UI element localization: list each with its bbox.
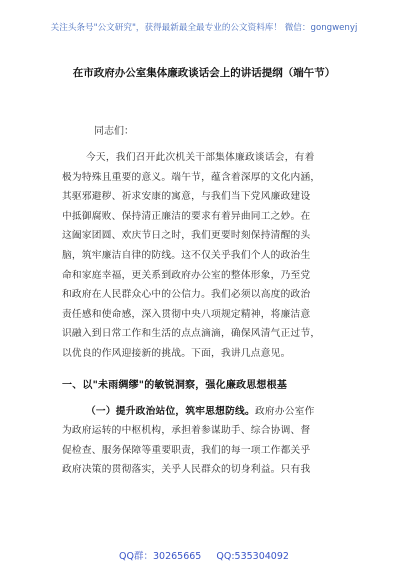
paragraph-line: 以优良的作风迎接新的挑战。下面，我讲几点意见。 xyxy=(62,347,291,359)
salutation: 同志们： xyxy=(94,126,134,137)
paragraph-line: 识融入到日常工作和生活的点点滴滴，确保风清气正过节， xyxy=(62,328,321,340)
paragraph-line: 命和家庭幸福，更关系到政府办公室的整体形象，乃至党 xyxy=(62,269,311,281)
paragraph-line: 中抵御腐败、保持清正廉洁的要求有着异曲同工之妙。在 xyxy=(62,210,311,222)
subsection-first-line xyxy=(62,402,350,422)
section-heading: 一、以"未雨绸缪"的敏锐洞察，强化廉政思想根基 xyxy=(62,379,288,391)
subsection-heading: （一）提升政治站位，筑牢思想防线。 xyxy=(86,405,255,417)
paragraph-line: 和政府在人民群众心中的公信力。我们必须以高度的政治 xyxy=(62,289,311,301)
footer-contact xyxy=(0,548,408,562)
document-body xyxy=(62,148,350,480)
paragraph-line: 脑，筑牢廉洁自律的防线。这不仅关乎我们个人的政治生 xyxy=(62,249,311,261)
paragraph-line: 政府决策的贯彻落实，关乎人民群众的切身利益。只有我 xyxy=(62,464,311,476)
paragraph-line: 今天，我们召开此次机关干部集体廉政谈话会，有着 xyxy=(86,152,315,163)
qq-group-text: QQ群：30265665 xyxy=(119,551,202,562)
paragraph-line: 极为特殊且重要的意义。端午节，蕴含着深厚的文化内涵， xyxy=(62,171,321,183)
paragraph-line: 促检查、服务保障等重要职责，我们的每一项工作都关乎 xyxy=(62,444,311,456)
paragraph-line: 这阖家团圆、欢庆节日之时，我们更要时刻保持清醒的头 xyxy=(62,230,311,242)
document-title: 在市政府办公室集体廉政谈话会上的讲话提纲（端午节） xyxy=(72,67,336,79)
paragraph-line: 其驱邪避秽、祈求安康的寓意，与我们当下党风廉政建设 xyxy=(62,191,311,203)
paragraph-line: 为政府运转的中枢机构，承担着参谋助手、综合协调、督 xyxy=(62,425,311,437)
qq-text: QQ:535304092 xyxy=(216,551,289,562)
subsection-text: 政府办公室作 xyxy=(254,405,315,417)
header-note: 关注头条号"公文研究"，获得最新最全最专业的公文资料库！ 微信：gongwenyj xyxy=(50,23,358,33)
paragraph-line: 责任感和使命感，深入贯彻中央八项规定精神，将廉洁意 xyxy=(62,308,311,320)
